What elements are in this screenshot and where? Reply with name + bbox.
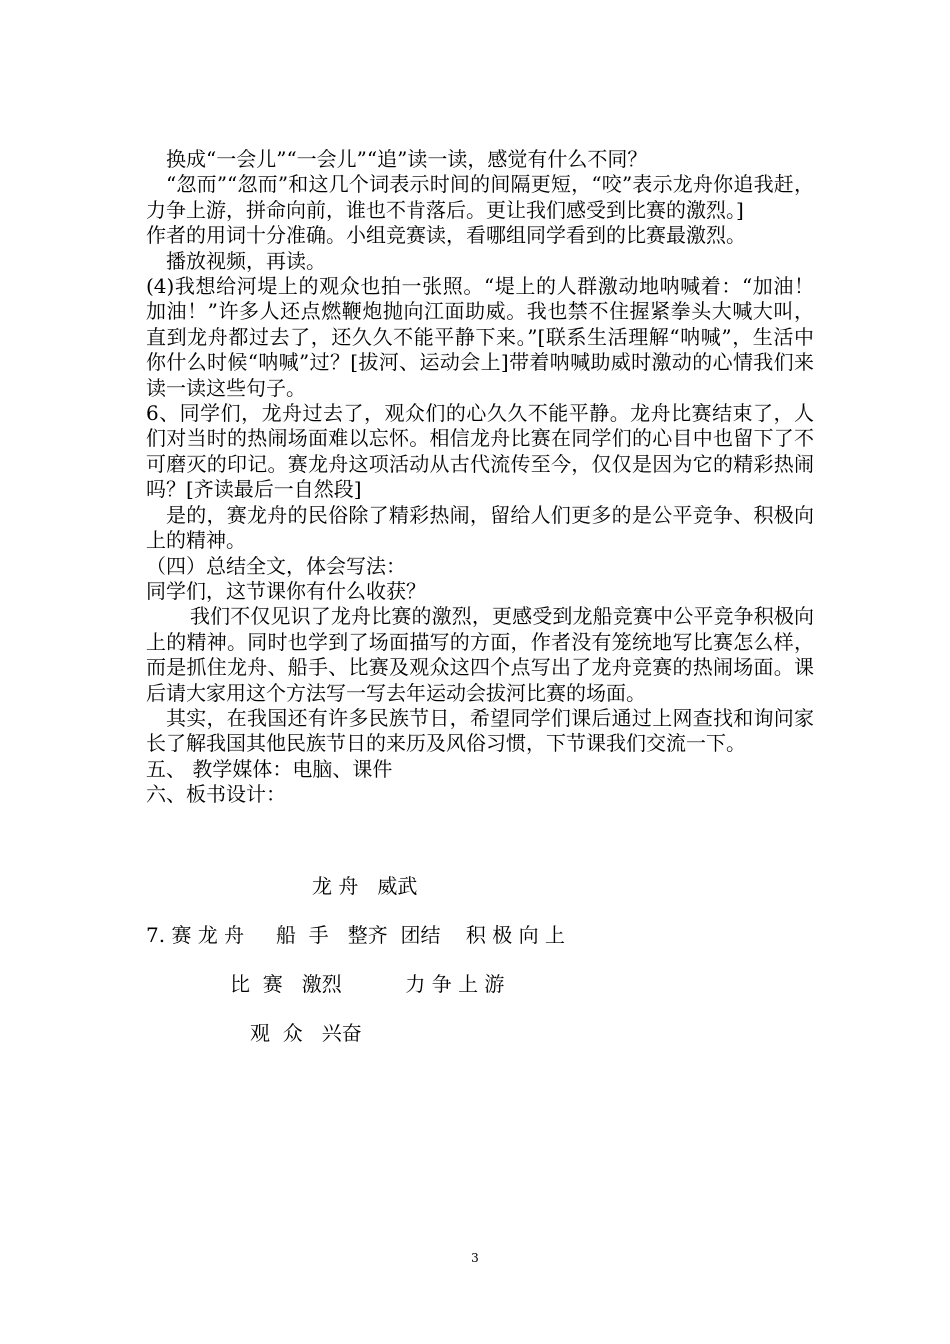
page-number: 3	[471, 1251, 479, 1265]
paragraph-question: 同学们，这节课你有什么收获？	[146, 578, 426, 603]
board-design-row-boat: 7. 赛 龙 舟 船 手 整齐 团结 积 极 向 上	[146, 923, 565, 947]
board-design-row-audience: 观 众 兴奋	[250, 1021, 362, 1045]
paragraph-audience-photo: (4)我想给河堤上的观众也拍一张照。“堤上的人群激动地呐喊着：“加油！加油！”许多人还点燃鞭炮抛向江面助威。我也禁不住握紧拳头大喊大叫，直到龙舟都过去了，还久久不能平静下来。”[联系生活理解“呐喊”，生活中你什么时候“呐喊”过？[拔河、运动会上]带着呐喊助威时激动的心情我们来读一读这些句子。	[146, 274, 814, 400]
paragraph-fair-competition: 是的，赛龙舟的民俗除了精彩热闹，留给人们更多的是公平竞争、积极向上的精神。	[146, 502, 814, 553]
board-design-row-race: 比 赛 激烈 力 争 上 游	[230, 972, 505, 996]
section-heading-board-design: 六、板书设计：	[146, 782, 286, 807]
section-heading-media: 五、 教学媒体：电脑、课件	[146, 756, 393, 781]
paragraph-race-ended: 6、同学们，龙舟过去了，观众们的心久久不能平静。龙舟比赛结束了，人们对当时的热闹场面难以忘怀。相信龙舟比赛在同学们的心目中也留下了不可磨灭的印记。赛龙舟这项活动从古代流传至今，仅仅是因为它的精彩热闹吗？[齐读最后一自然段]	[146, 401, 814, 502]
paragraph-learning-summary: 我们不仅见识了龙舟比赛的激烈，更感受到龙船竞赛中公平竞争积极向上的精神。同时也学到了场面描写的方面，作者没有笼统地写比赛怎么样，而是抓住龙舟、船手、比赛及观众这四个点写出了龙舟竞赛的热闹场面。课后请大家用这个方法写一写去年运动会拔河比赛的场面。	[146, 604, 814, 705]
lesson-body-text	[146, 147, 814, 808]
paragraph-group-reading: 作者的用词十分准确。小组竞赛读，看哪组同学看到的比赛最激烈。	[146, 223, 746, 248]
paragraph-play-video: 播放视频，再读。	[166, 248, 326, 273]
section-heading-summary: （四）总结全文，体会写法：	[146, 553, 406, 578]
board-design-title: 龙 舟 威武	[312, 874, 418, 898]
paragraph-replace-words: 换成“一会儿”“一会儿”“追”读一读，感觉有什么不同？	[166, 147, 648, 171]
paragraph-word-analysis: “忽而”“忽而”和这几个词表示时间的间隔更短，“咬”表示龙舟你追我赶，力争上游，拼命向前，谁也不肯落后。更让我们感受到比赛的激烈。]	[146, 172, 814, 222]
paragraph-homework: 其实，在我国还有许多民族节日，希望同学们课后通过上网查找和询问家长了解我国其他民族节日的来历及风俗习惯，下节课我们交流一下。	[146, 705, 814, 756]
